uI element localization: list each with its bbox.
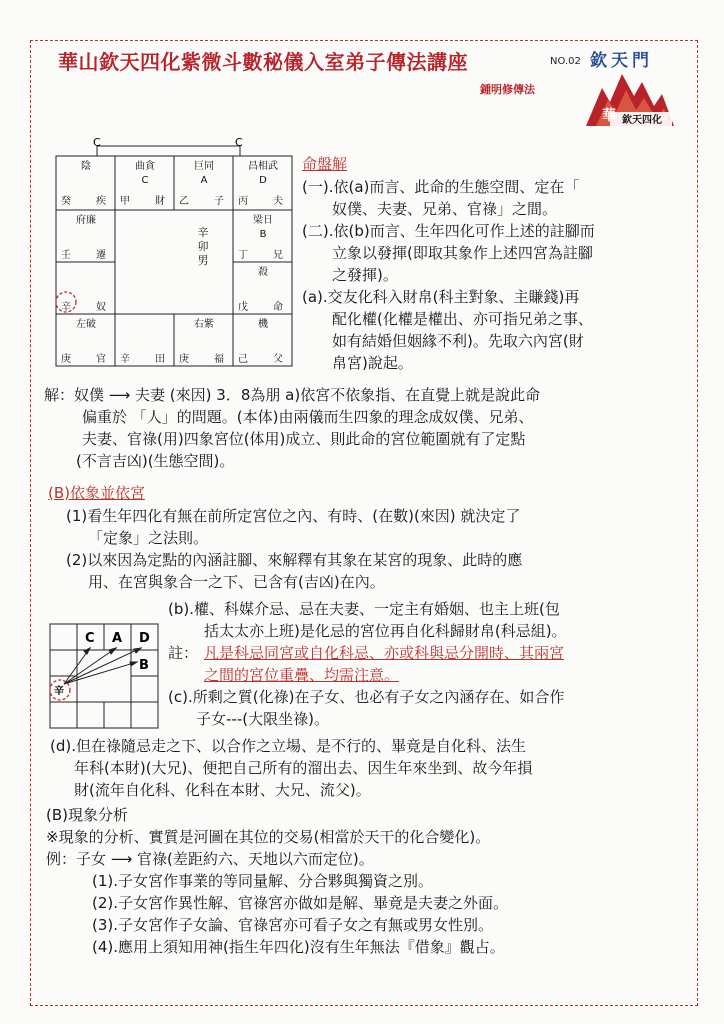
mini-label-a: A <box>112 631 123 646</box>
chart-center-text: 卯 <box>197 240 209 253</box>
palace-stars: 府廉 <box>76 215 96 226</box>
palace-name: 子 <box>214 196 224 207</box>
phenomenon-line: (2).子女宮作異性解、官祿宮亦做如是解、畢竟是夫妻之外面。 <box>92 894 509 912</box>
palace-stars: 梁日 <box>253 215 273 226</box>
palace-name: 福 <box>214 354 224 365</box>
palace-stem: 戊 <box>238 302 248 313</box>
palace-stars: 右紫 <box>194 319 214 330</box>
mingpan-line: (a).交友化科入財帛(科主對象、主賺錢)再 <box>302 288 580 306</box>
section-b-line: 「定象」之法則。 <box>88 529 209 547</box>
palace-stem: 丙 <box>238 196 248 207</box>
palace-stem: 壬 <box>61 250 71 261</box>
mingpan-line: (一).依(a)而言、此命的生態空間、定在「 <box>302 178 580 196</box>
page-title: 華山欽天四化紫微斗數秘儀入室弟子傳法講座 <box>58 50 468 74</box>
palace-name: 田 <box>155 354 165 365</box>
palace-stem: 庚 <box>179 354 189 365</box>
note-line: 之間的宮位重疊、均需注意。 <box>204 666 400 684</box>
palace-name: 兄 <box>273 250 283 261</box>
section-b2-line: (b).權、科媒介忌、忌在夫妻、一定主有婚姻、也主上班(包 <box>168 600 560 618</box>
phenomenon-line: (3).子女宮作子女論、官祿宮亦可看子女之有無或男女性別。 <box>92 916 494 934</box>
mingpan-line: 之發揮)。 <box>332 266 398 284</box>
note-label: 註： <box>168 644 199 662</box>
palace-stem: 辛 <box>61 302 71 313</box>
section-d-line: (d).但在祿隨忌走之下、以合作之立場、是不行的、畢竟是自化科、法生 <box>50 737 526 755</box>
palace-name: 官 <box>96 354 106 365</box>
palace-stem: 甲 <box>120 196 130 207</box>
phenomenon-line: 例：子女 ⟶ 官祿(差距約六、天地以六而定位)。 <box>46 850 374 868</box>
section-b-heading: (B)依象並依宮 <box>48 484 145 502</box>
mingpan-heading: 命盤解 <box>302 155 348 173</box>
mingpan-list <box>302 176 595 374</box>
mingpan-line: 立象以發揮(即取其象作上述四宮為註腳 <box>332 244 593 262</box>
palace-hua: B <box>259 229 267 240</box>
chart-center-text: 男 <box>197 254 209 267</box>
mingpan-line: 帛宮)說起。 <box>332 354 413 372</box>
author-credit: 鍾明修傳法 <box>480 83 535 96</box>
palace-stem: 辛 <box>120 354 130 365</box>
palace-stem: 庚 <box>61 354 71 365</box>
palace-stem: 癸 <box>61 196 71 207</box>
mingpan-line: (二).依(b)而言、生年四化可作上述的註腳而 <box>302 222 595 240</box>
palace-stars: 曲貪 <box>135 161 155 172</box>
section-d-line: 年科(本財)(大兄)、便把自己所有的溜出去、因生年來坐到、故今年損 <box>74 759 533 777</box>
chart-center-text: 辛 <box>197 226 209 239</box>
analysis-block <box>44 384 540 472</box>
arrow-lines <box>64 648 141 684</box>
mini-origin-text: 辛 <box>54 686 64 697</box>
mini-label-d: D <box>139 631 150 646</box>
logo-character: 華 <box>602 108 616 124</box>
mini-label-c: C <box>85 631 95 646</box>
palace-name: 夫 <box>273 196 283 207</box>
section-bc-body <box>168 598 567 730</box>
palace-hua: C <box>141 175 149 186</box>
chart-marker-left: C <box>93 138 101 149</box>
analysis-line: 解：奴僕 ⟶ 夫妻 (來因) 3．8為朋 a)依宮不依象指、在直覺上就是說此命 <box>44 386 541 404</box>
mountain-logo-icon <box>582 68 678 130</box>
section-c-line: 子女---(大限坐祿)。 <box>196 710 329 728</box>
analysis-line: 偏重於 「人」的問題。(本体)由兩儀而生四象的理念成奴僕、兄弟、 <box>82 408 534 426</box>
palace-stars: 陰 <box>81 161 91 172</box>
palace-hua: D <box>259 175 267 186</box>
palace-name: 疾 <box>96 196 106 207</box>
note-line: 凡是科忌同宮或自化科忌、亦或科與忌分開時、其兩宮 <box>204 644 565 662</box>
palace-stem: 乙 <box>179 196 189 207</box>
palace-name: 父 <box>273 354 283 365</box>
analysis-line: (不言吉凶)(生態空間)。 <box>76 452 235 470</box>
palace-stars: 左破 <box>76 319 96 330</box>
section-b-body <box>66 505 522 593</box>
mini-label-b: B <box>139 658 149 673</box>
palace-name: 奴 <box>96 302 106 313</box>
phenomenon-section <box>46 804 508 958</box>
section-d-body <box>50 735 532 801</box>
phenomenon-line: (1).子女宮作事業的等同量解、分合夥與獨資之別。 <box>92 872 434 890</box>
palace-hua: A <box>200 175 208 186</box>
section-b-line: 用、在宮與象合一之下、已含有(吉凶)在內。 <box>88 573 385 591</box>
palace-name: 財 <box>155 196 165 207</box>
mini-palace-diagram <box>42 618 164 730</box>
palace-name: 遷 <box>96 250 106 261</box>
brand-name: 欽天門 <box>590 51 653 71</box>
issue-number: NO.02 <box>550 56 581 67</box>
palace-stars: 機 <box>258 319 268 330</box>
palace-stem: 丁 <box>238 250 248 261</box>
section-b-line: (1)看生年四化有無在前所定宮位之內、有時、(在數)(來因) 就決定了 <box>66 507 521 525</box>
mingpan-line: 配化權(化權是權出、亦可指兄弟之事、 <box>332 310 593 328</box>
palace-stars: 殺 <box>258 267 268 278</box>
section-b2-line: 括太太亦上班)是化忌的宮位再自化科歸財帛(科忌組)。 <box>204 622 567 640</box>
section-d-line: 財(流年自化科、化科在本財、大兄、流父)。 <box>74 781 371 799</box>
logo-text: 欽天四化 <box>622 115 662 126</box>
palace-name: 命 <box>273 302 283 313</box>
chart-marker-right: C <box>235 138 243 149</box>
section-b-line: (2)以來因為定點的內涵註腳、來解釋有其象在某宮的現象、此時的應 <box>66 551 523 569</box>
phenomenon-line: (4).應用上須知用神(指生年四化)沒有生年無法『借象』觀占。 <box>92 938 505 956</box>
palace-stars: 昌相武 <box>248 161 278 172</box>
section-c-line: (c).所剩之質(化祿)在子女、也必有子女之內涵存在、如合作 <box>168 688 565 706</box>
palace-stem: 己 <box>238 354 248 365</box>
phenomenon-line: ※現象的分析、實質是河圖在其位的交易(相當於天干的化合變化)。 <box>46 828 491 846</box>
mingpan-line: 如有結婚但姻緣不利)。先取六內宮(財 <box>332 332 584 350</box>
analysis-line: 夫妻、官祿(用)四象宮位(体用)成立、則此命的宮位範圍就有了定點 <box>82 430 526 448</box>
phenomenon-heading: (B)現象分析 <box>46 806 128 824</box>
mingpan-line: 奴僕、夫妻、兄弟、官祿」之間。 <box>332 200 558 218</box>
ziwei-chart <box>50 138 300 370</box>
palace-stars: 巨同 <box>194 161 214 172</box>
